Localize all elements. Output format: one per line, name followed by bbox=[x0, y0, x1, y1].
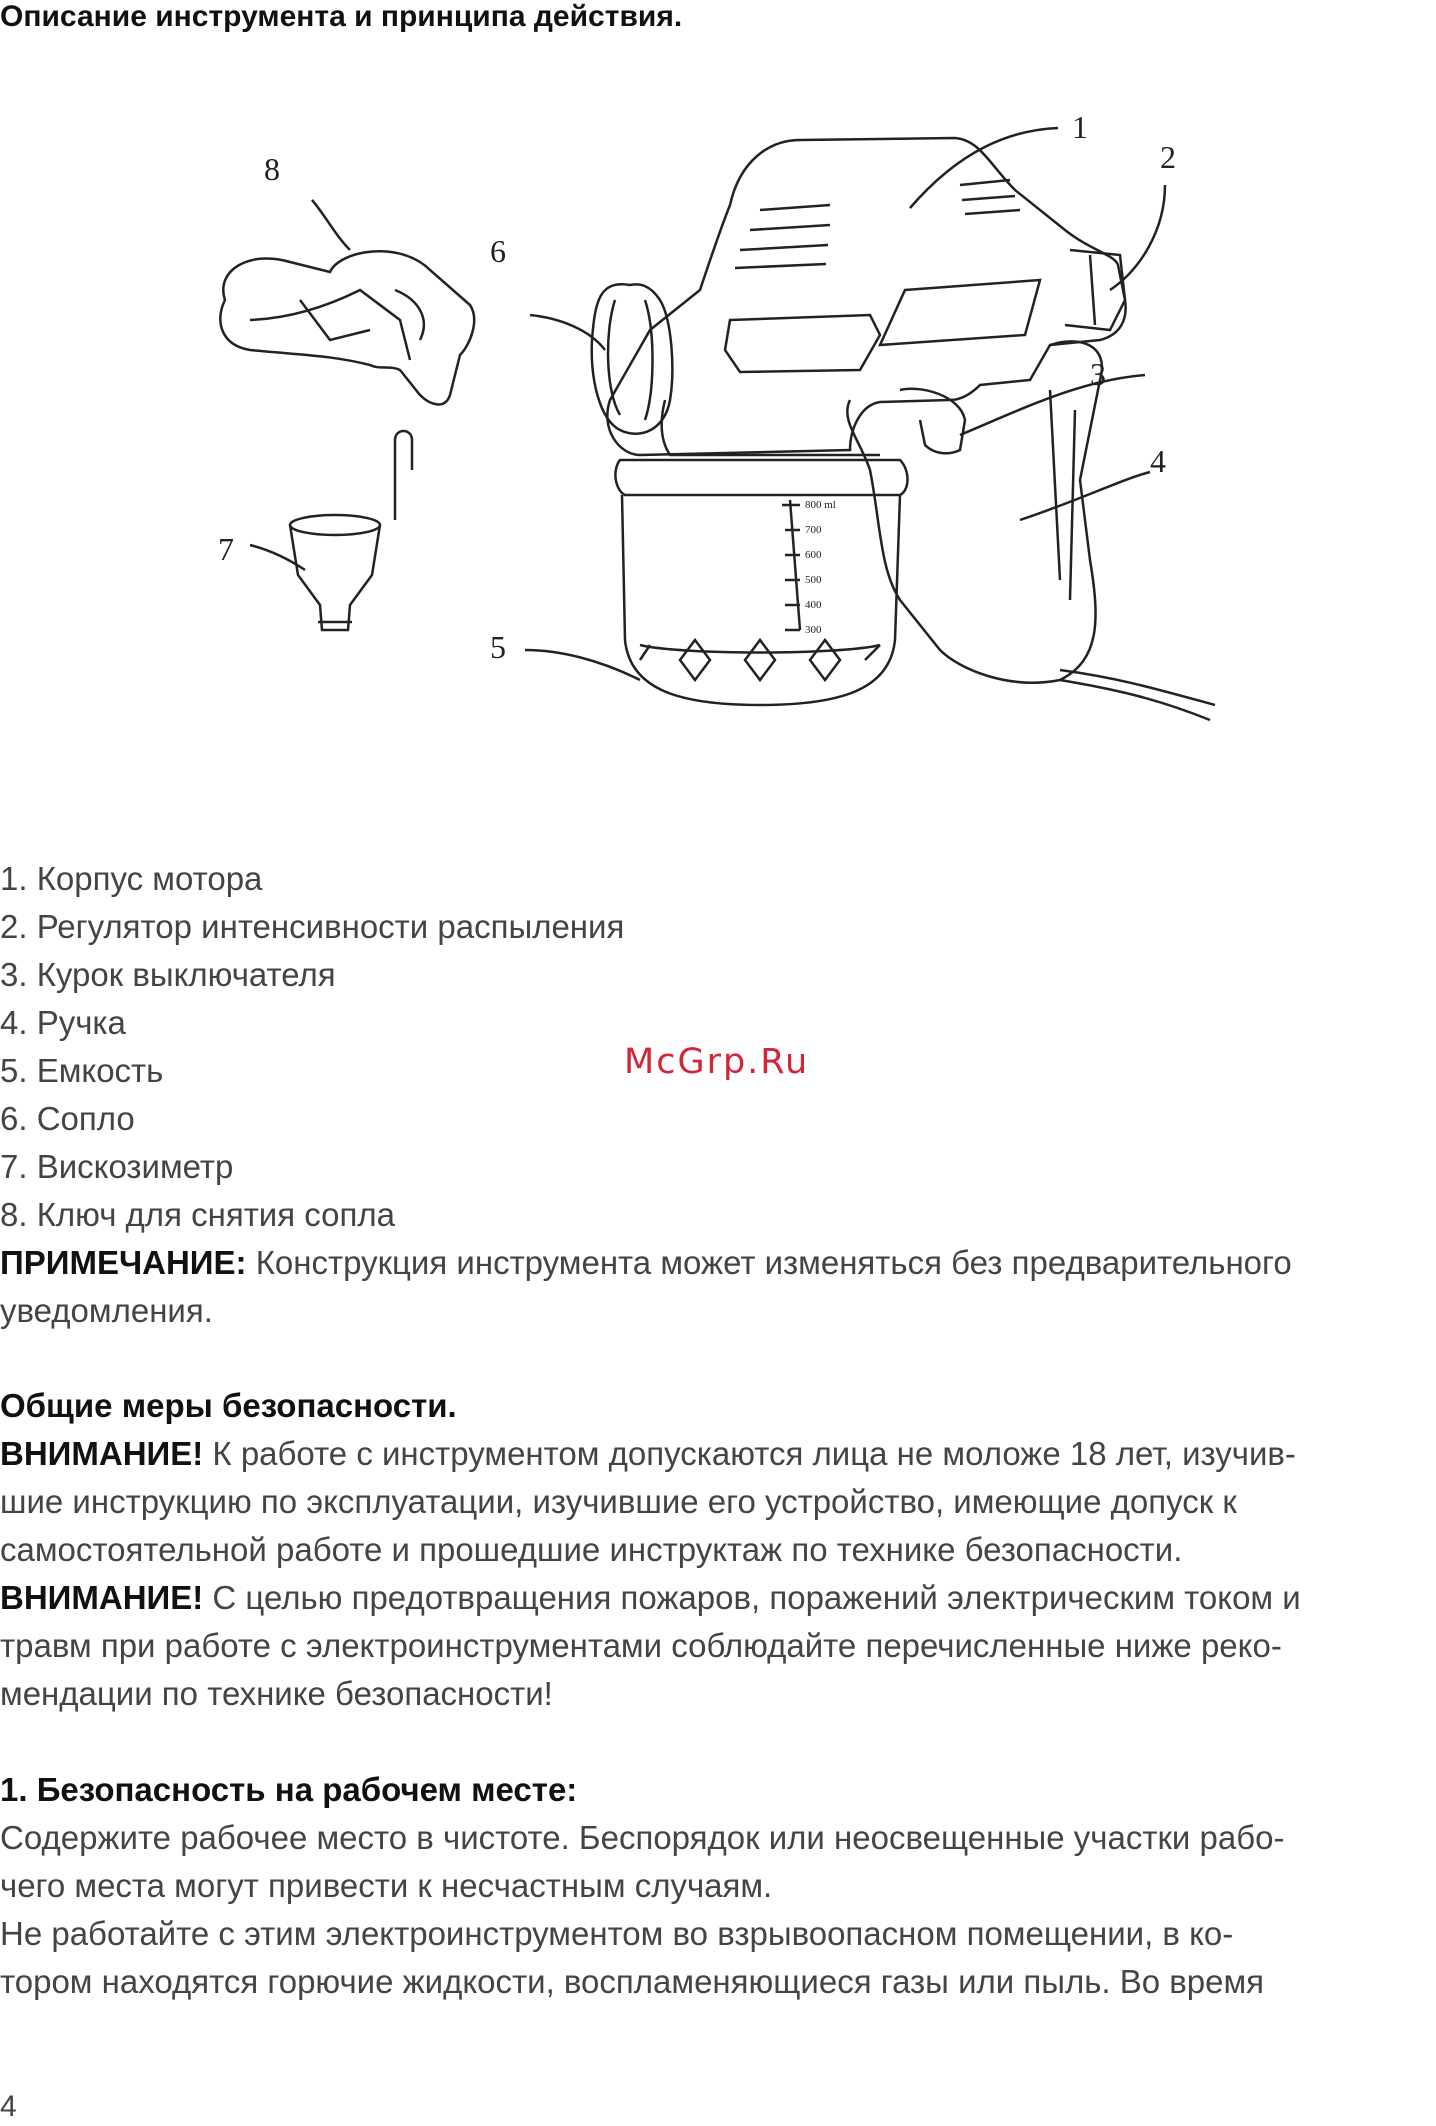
note-label: ПРИМЕЧАНИЕ: bbox=[0, 1244, 247, 1281]
watermark: McGrp.Ru bbox=[624, 1042, 810, 1082]
callout-label-5: 5 bbox=[490, 629, 506, 665]
callout-label-7: 7 bbox=[218, 531, 234, 567]
page-number: 4 bbox=[0, 2090, 17, 2123]
warning-1-line-2: шие инструкцию по эксплуатации, изучившие его устройство, имеющие допуск к bbox=[0, 1483, 1237, 1520]
spray-gun-diagram bbox=[0, 60, 1436, 760]
list-item: 1. Корпус мотора bbox=[0, 860, 263, 897]
scale-mark: 800 ml bbox=[805, 499, 836, 511]
warning-1-line-3: самостоятельной работе и прошедшие инструктаж по технике безопасности. bbox=[0, 1531, 1183, 1568]
section-1-heading: 1. Безопасность на рабочем месте: bbox=[0, 1771, 578, 1808]
callout-label-1: 1 bbox=[1072, 109, 1088, 145]
list-item: 6. Сопло bbox=[0, 1100, 135, 1137]
note-text: Конструкция инструмента может изменяться без предварительного bbox=[246, 1244, 1292, 1281]
warning-2-line-3: мендации по технике безопасности! bbox=[0, 1675, 553, 1712]
scale-mark: 400 bbox=[805, 599, 822, 611]
list-item: 5. Емкость bbox=[0, 1052, 164, 1089]
section-1-line: Содержите рабочее место в чистоте. Беспорядок или неосвещенные участки рабо- bbox=[0, 1819, 1285, 1856]
warning-label: ВНИМАНИЕ! bbox=[0, 1435, 204, 1472]
warning-1-line bbox=[0, 1430, 1296, 1478]
warning-text: К работе с инструментом допускаются лица не моложе 18 лет, изучив- bbox=[203, 1435, 1296, 1472]
scale-mark: 500 bbox=[805, 574, 822, 586]
list-item: 8. Ключ для снятия сопла bbox=[0, 1196, 395, 1233]
nozzle-key-drawing bbox=[220, 251, 474, 404]
note-line bbox=[0, 1239, 1292, 1287]
viscometer-drawing bbox=[290, 431, 412, 630]
note-line-2: уведомления. bbox=[0, 1292, 213, 1329]
list-item: 7. Вискозиметр bbox=[0, 1148, 234, 1185]
safety-heading: Общие меры безопасности. bbox=[0, 1387, 457, 1424]
spray-gun-body-drawing bbox=[592, 138, 1215, 720]
scale-mark: 700 bbox=[805, 524, 822, 536]
list-item: 3. Курок выключателя bbox=[0, 956, 336, 993]
callout-label-3: 3 bbox=[1090, 356, 1106, 392]
section-1-line: Не работайте с этим электроинструментом во взрывоопасном помещении, в ко- bbox=[0, 1915, 1234, 1952]
callout-label-8: 8 bbox=[264, 151, 280, 187]
list-item: 2. Регулятор интенсивности распыления bbox=[0, 908, 625, 945]
section-1-line: чего места могут привести к несчастным случаям. bbox=[0, 1867, 773, 1904]
parts-list bbox=[0, 855, 624, 1239]
scale-mark: 300 bbox=[805, 624, 822, 636]
page-heading: Описание инструмента и принципа действия. bbox=[0, 0, 683, 33]
callout-label-4: 4 bbox=[1150, 443, 1166, 479]
callout-label-2: 2 bbox=[1160, 139, 1176, 175]
warning-2-line-2: травм при работе с электроинструментами соблюдайте перечисленные ниже реко- bbox=[0, 1627, 1282, 1664]
warning-label: ВНИМАНИЕ! bbox=[0, 1579, 204, 1616]
scale-mark: 600 bbox=[805, 549, 822, 561]
section-1-line: тором находятся горючие жидкости, воспламеняющиеся газы или пыль. Во время bbox=[0, 1963, 1265, 2000]
callout-label-6: 6 bbox=[490, 233, 506, 269]
list-item: 4. Ручка bbox=[0, 1004, 126, 1041]
warning-text: С целью предотвращения пожаров, поражений электрическим током и bbox=[203, 1579, 1301, 1616]
callout-arrows bbox=[250, 128, 1165, 680]
warning-2-line bbox=[0, 1574, 1301, 1622]
